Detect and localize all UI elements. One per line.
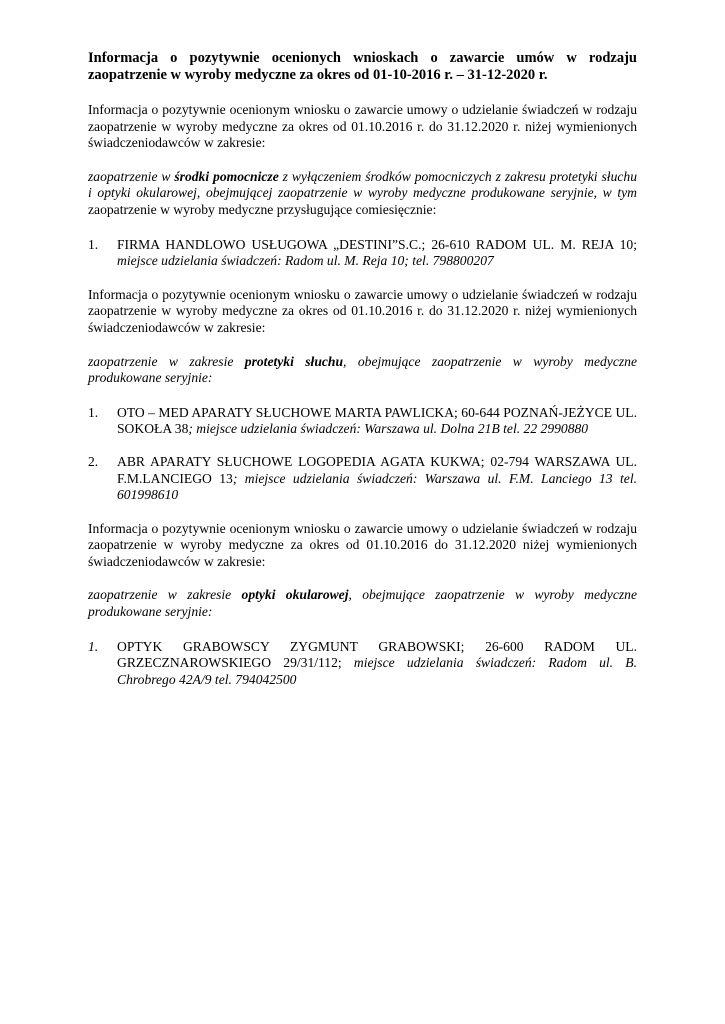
section-2-provider-list [88,405,637,504]
list-number: 1. [88,236,99,252]
section-1-provider-list [88,237,637,270]
provider-name: OTO – MED APARATY SŁUCHOWE MARTA PAWLICKA; 60-644 POZNAŃ-JEŻYCE UL. SOKOŁA 38 [117,404,637,437]
list-item [88,405,637,438]
list-item [88,639,637,689]
section-3-intro: Informacja o pozytywnie ocenionym wniosku o zawarcie umowy o udzielanie świadczeń w rodzaju zaopatrzenie w wyroby medyczne za okres od 01.10.2016 do 31.12.2020 niżej wymienionych świadczeniodawców w zakresie: [88,520,637,569]
provider-name: OPTYK GRABOWSCY ZYGMUNT GRABOWSKI; 26-600 RADOM UL. GRZECZNAROWSKIEGO 29/31/112; [117,638,637,671]
scope-prefix: zaopatrzenie w [88,168,175,184]
scope-suffix: , obejmujące zaopatrzenie w wyroby medyczne produkowane seryjnie: [88,353,637,386]
section-3-provider-list [88,639,637,689]
section-3-scope [88,587,637,620]
scope-prefix: zaopatrzenie w zakresie [88,587,242,603]
list-item [88,237,637,270]
section-1-scope [88,169,637,219]
scope-prefix: zaopatrzenie w zakresie [88,353,245,369]
provider-location: ; miejsce udzielania świadczeń: Warszawa ul. Dolna 21B tel. 22 2990880 [188,421,589,437]
provider-location: miejsce udzielania świadczeń: Radom ul. B. Chrobrego 42A/9 tel. 794042500 [117,655,638,687]
provider-name: FIRMA HANDLOWO USŁUGOWA „DESTINI”S.C.; 26-610 RADOM UL. M. REJA 10; [117,236,637,252]
scope-tail: zaopatrzenie w wyroby medyczne przysługujące comiesięcznie: [88,201,437,217]
scope-keyword: protetyki słuchu [244,353,344,369]
provider-name: ABR APARATY SŁUCHOWE LOGOPEDIA AGATA KUKWA; 02-794 WARSZAWA UL. F.M.LANCIEGO 13 [117,453,637,486]
list-number: 2. [88,453,99,469]
scope-suffix: z wyłączeniem środków pomocniczych z zakresu protetyki słuchu i optyki okularowej, obejmującej zaopatrzenie w wyroby medyczne produkowane seryjnie, w tym [88,168,637,201]
provider-location: ; miejsce udzielania świadczeń: Warszawa ul. F.M. Lanciego 13 tel. 601998610 [117,470,637,503]
section-2-intro: Informacja o pozytywnie ocenionym wniosku o zawarcie umowy o udzielanie świadczeń w rodzaju zaopatrzenie w wyroby medyczne za okres od 01.10.2016 r. do 31.12.2020 r. niżej wymienionych świadczeniodawców w zakresie: [88,286,637,335]
scope-suffix: , obejmujące zaopatrzenie w wyroby medyczne produkowane seryjnie: [88,587,637,620]
list-number: 1. [88,638,99,654]
scope-keyword: optyki okularowej [241,587,349,603]
section-2-scope [88,354,637,387]
list-item [88,454,637,504]
list-number: 1. [88,404,99,420]
provider-location: miejsce udzielania świadczeń: Radom ul. M. Reja 10; tel. 798800207 [117,253,494,269]
scope-keyword: środki pomocnicze [174,168,279,184]
section-1-intro: Informacja o pozytywnie ocenionym wniosku o zawarcie umowy o udzielanie świadczeń w rodzaju zaopatrzenie w wyroby medyczne za okres od 01.10.2016 r. do 31.12.2020 r. niżej wymienionych świadczeniodawców w zakresie: [88,102,637,151]
document-title: Informacja o pozytywnie ocenionych wnioskach o zawarcie umów w rodzaju zaopatrzenie w wyroby medyczne za okres od 01-10-2016 r. – 31-12-2020 r. [88,50,637,83]
